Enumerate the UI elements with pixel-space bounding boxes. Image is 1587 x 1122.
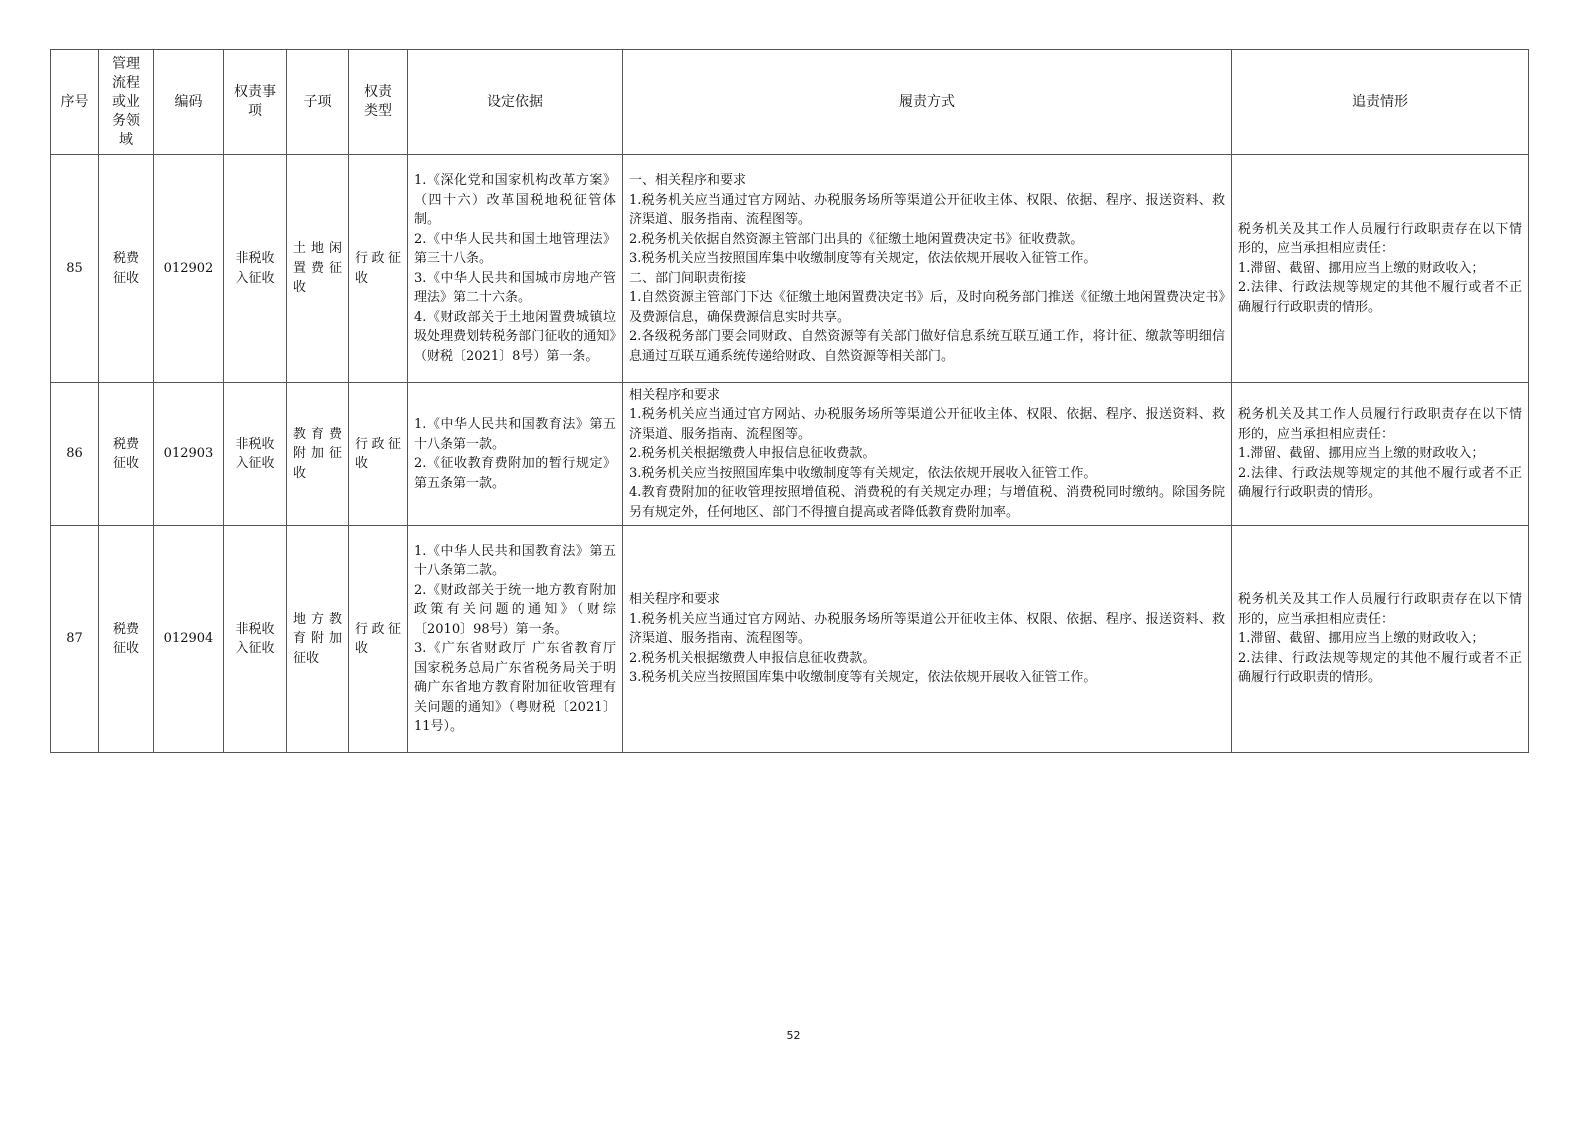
header-area: 管理 流程 或业 务领 域 — [99, 50, 154, 155]
cell-area: 税费 征收 — [99, 383, 154, 526]
cell-accountability: 税务机关及其工作人员履行行政职责存在以下情形的，应当承担相应责任： 1.滞留、截留、挪用应当上缴的财政收入； 2.法律、行政法规等规定的其他不履行或者不正确履行行政职责的情形。 — [1232, 155, 1529, 383]
header-row — [51, 50, 1529, 155]
table-row — [51, 526, 1529, 753]
table-row — [51, 383, 1529, 526]
header-method: 履责方式 — [623, 50, 1232, 155]
cell-type: 行政征收 — [349, 383, 408, 526]
cell-code: 012903 — [154, 383, 224, 526]
cell-basis: 1.《中华人民共和国教育法》第五十八条第一款。 2.《征收教育费附加的暂行规定》第五条第一款。 — [408, 383, 623, 526]
cell-matter: 非税收 入征收 — [224, 383, 287, 526]
header-matter: 权责事 项 — [224, 50, 287, 155]
header-seq: 序号 — [51, 50, 99, 155]
cell-method: 相关程序和要求 1.税务机关应当通过官方网站、办税服务场所等渠道公开征收主体、权限、依据、程序、报送资料、救济渠道、服务指南、流程图等。 2.税务机关根据缴费人申报信息征收费款。 3.税务机关应当按照国库集中收缴制度等有关规定，依法依规开展收入征管工作。 4.教育费附加的征收管理按照增值税、消费税的有关规定办理；与增值税、消费税同时缴纳。除国务院另有规定外，任何地区、部门不得擅自提高或者降低教育费附加率。 — [623, 383, 1232, 526]
cell-matter: 非税收 入征收 — [224, 526, 287, 753]
cell-area: 税费 征收 — [99, 526, 154, 753]
cell-seq: 85 — [51, 155, 99, 383]
cell-matter: 非税收 入征收 — [224, 155, 287, 383]
cell-accountability: 税务机关及其工作人员履行行政职责存在以下情形的，应当承担相应责任： 1.滞留、截留、挪用应当上缴的财政收入； 2.法律、行政法规等规定的其他不履行或者不正确履行行政职责的情形。 — [1232, 526, 1529, 753]
header-subitem: 子项 — [287, 50, 349, 155]
cell-type: 行政征收 — [349, 526, 408, 753]
cell-subitem: 教育费附加征收 — [287, 383, 349, 526]
cell-code: 012904 — [154, 526, 224, 753]
table-row — [51, 155, 1529, 383]
page-number: 52 — [786, 1029, 801, 1042]
cell-method: 一、相关程序和要求 1.税务机关应当通过官方网站、办税服务场所等渠道公开征收主体、权限、依据、程序、报送资料、救济渠道、服务指南、流程图等。 2.税务机关依据自然资源主管部门出具的《征缴土地闲置费决定书》征收费款。 3.税务机关应当按照国库集中收缴制度等有关规定，依法依规开展收入征管工作。 二、部门间职责衔接 1.自然资源主管部门下达《征缴土地闲置费决定书》后，及时向税务部门推送《征缴土地闲置费决定书》及费源信息，确保费源信息实时共享。 2.各级税务部门要会同财政、自然资源等有关部门做好信息系统互联互通工作，将计征、缴款等明细信息通过互联互通系统传递给财政、自然资源等相关部门。 — [623, 155, 1232, 383]
cell-subitem: 地方教育附加征收 — [287, 526, 349, 753]
cell-area: 税费 征收 — [99, 155, 154, 383]
header-type: 权责 类型 — [349, 50, 408, 155]
cell-accountability: 税务机关及其工作人员履行行政职责存在以下情形的，应当承担相应责任： 1.滞留、截留、挪用应当上缴的财政收入； 2.法律、行政法规等规定的其他不履行或者不正确履行行政职责的情形。 — [1232, 383, 1529, 526]
header-basis: 设定依据 — [408, 50, 623, 155]
responsibility-table — [50, 49, 1529, 753]
cell-method: 相关程序和要求 1.税务机关应当通过官方网站、办税服务场所等渠道公开征收主体、权限、依据、程序、报送资料、救济渠道、服务指南、流程图等。 2.税务机关根据缴费人申报信息征收费款。 3.税务机关应当按照国库集中收缴制度等有关规定，依法依规开展收入征管工作。 — [623, 526, 1232, 753]
cell-seq: 86 — [51, 383, 99, 526]
header-accountability: 追责情形 — [1232, 50, 1529, 155]
cell-code: 012902 — [154, 155, 224, 383]
cell-basis: 1.《中华人民共和国教育法》第五十八条第二款。 2.《财政部关于统一地方教育附加政策有关问题的通知》（财综〔2010〕98号）第一条。 3.《广东省财政厅 广东省教育厅 国家税务总局广东省税务局关于明确广东省地方教育附加征收管理有关问题的通知》（粤财税〔2021〕11号）。 — [408, 526, 623, 753]
cell-seq: 87 — [51, 526, 99, 753]
header-code: 编码 — [154, 50, 224, 155]
cell-basis: 1.《深化党和国家机构改革方案》（四十六）改革国税地税征管体制。 2.《中华人民共和国土地管理法》第三十八条。 3.《中华人民共和国城市房地产管理法》第二十六条。 4.《财政部关于土地闲置费城镇垃圾处理费划转税务部门征收的通知》（财税〔2021〕8号）第一条。 — [408, 155, 623, 383]
cell-type: 行政征收 — [349, 155, 408, 383]
cell-subitem: 土地闲置费征收 — [287, 155, 349, 383]
